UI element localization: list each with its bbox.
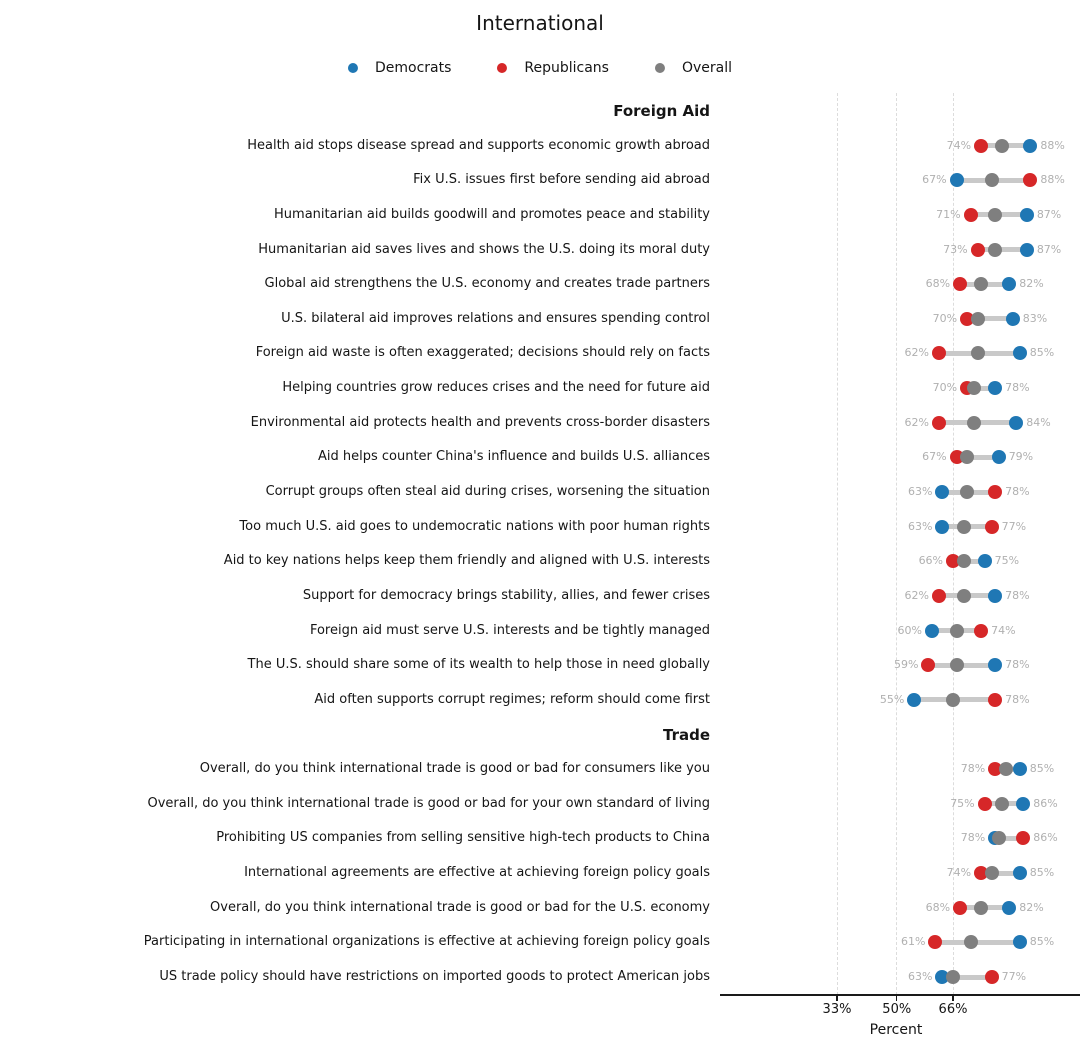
- x-axis-tick-label: 33%: [822, 1002, 852, 1017]
- row-label: Humanitarian aid builds goodwill and promotes peace and stability: [274, 206, 710, 222]
- x-axis-tick-label: 50%: [882, 1002, 912, 1017]
- min-value-label: 70%: [932, 381, 958, 395]
- max-value-label: 78%: [1005, 381, 1030, 395]
- min-value-label: 75%: [950, 796, 975, 810]
- row-label: Environmental aid protects health and prevents cross-border disasters: [250, 414, 710, 430]
- overall-dot: [974, 901, 988, 915]
- max-value-label: 85%: [1029, 935, 1055, 949]
- row-label: Overall, do you think international trade is good or bad for your own standard of living: [147, 795, 710, 811]
- republican-dot: [932, 416, 946, 430]
- overall-dot: [946, 693, 960, 707]
- min-value-label: 73%: [943, 242, 968, 256]
- max-value-label: 78%: [1005, 692, 1030, 706]
- max-value-label: 77%: [1001, 519, 1027, 533]
- row-label: Support for democracy brings stability, allies, and fewer crises: [302, 587, 710, 603]
- row-label: Global aid strengthens the U.S. economy and creates trade partners: [264, 276, 710, 292]
- overall-dot: [985, 173, 999, 187]
- democrat-dot: [992, 450, 1006, 464]
- min-value-label: 63%: [908, 519, 933, 533]
- max-value-label: 82%: [1019, 277, 1044, 291]
- republican-dot: [974, 624, 988, 638]
- min-value-label: 63%: [908, 970, 933, 983]
- max-value-label: 75%: [994, 554, 1020, 568]
- max-value-label: 87%: [1036, 242, 1062, 256]
- chart-title: International: [476, 11, 604, 35]
- row-label: U.S. bilateral aid improves relations and ensures spending control: [281, 310, 710, 326]
- democrat-dot: [925, 624, 939, 638]
- row-label: Aid helps counter China's influence and builds U.S. alliances: [317, 449, 710, 465]
- democrat-dot: [1020, 243, 1034, 257]
- max-value-label: 88%: [1040, 138, 1065, 152]
- legend-label-democrats: Democrats: [374, 60, 452, 76]
- row-label: Too much U.S. aid goes to undemocratic nations with poor human rights: [239, 518, 710, 534]
- min-value-label: 78%: [960, 831, 986, 845]
- overall-dot: [988, 243, 1002, 257]
- overall-dot: [967, 416, 981, 430]
- overall-dot: [988, 208, 1002, 222]
- max-value-label: 86%: [1033, 796, 1058, 810]
- legend-label-overall: Overall: [681, 60, 733, 76]
- max-value-label: 84%: [1026, 415, 1051, 429]
- max-value-label: 87%: [1036, 207, 1062, 221]
- max-value-label: 74%: [991, 623, 1016, 637]
- row-label: Fix U.S. issues first before sending aid abroad: [413, 172, 710, 188]
- min-value-label: 67%: [922, 173, 947, 187]
- x-axis-line: [720, 994, 1080, 996]
- democrat-dot: [1013, 866, 1027, 880]
- overall-dot: [946, 970, 960, 984]
- dumbbell-connector: [935, 940, 1019, 945]
- row-label: Health aid stops disease spread and supports economic growth abroad: [247, 137, 710, 153]
- overall-dot: [957, 554, 971, 568]
- min-value-label: 67%: [922, 450, 947, 464]
- min-value-label: 70%: [932, 311, 958, 325]
- min-value-label: 71%: [936, 207, 961, 221]
- max-value-label: 82%: [1019, 900, 1044, 914]
- section-header: Foreign Aid: [613, 102, 710, 120]
- overall-dot: [995, 797, 1009, 811]
- row-label: Aid often supports corrupt regimes; reform should come first: [314, 691, 710, 707]
- democrat-dot: [1013, 762, 1027, 776]
- min-value-label: 62%: [904, 346, 929, 360]
- row-label: Aid to key nations helps keep them friendly and aligned with U.S. interests: [223, 553, 710, 569]
- overall-dot: [950, 658, 964, 672]
- overall-dot: [985, 866, 999, 880]
- min-value-label: 60%: [897, 623, 922, 637]
- row-label: Helping countries grow reduces crises and the need for future aid: [282, 380, 710, 396]
- row-label: Participating in international organizations is effective at achieving foreign policy goals: [143, 934, 710, 950]
- republican-dot: [978, 797, 992, 811]
- min-value-label: 62%: [904, 588, 929, 602]
- row-label: Overall, do you think international trade is good or bad for the U.S. economy: [210, 899, 710, 915]
- min-value-label: 74%: [946, 138, 972, 152]
- overall-dot: [995, 139, 1009, 153]
- democrat-dot: [1006, 312, 1020, 326]
- overall-dot: [950, 624, 964, 638]
- row-label: The U.S. should share some of its wealth to help those in need globally: [247, 657, 710, 673]
- democrat-dot: [1002, 901, 1016, 915]
- democrat-dot: [1009, 416, 1023, 430]
- max-value-label: 78%: [1005, 485, 1030, 499]
- overall-dot: [964, 935, 978, 949]
- min-value-label: 55%: [879, 692, 905, 706]
- overall-dot: [957, 589, 971, 603]
- min-value-label: 74%: [946, 866, 972, 880]
- republican-dot: [964, 208, 978, 222]
- republican-dot: [988, 693, 1002, 707]
- min-value-label: 62%: [904, 415, 929, 429]
- row-label: Corrupt groups often steal aid during crises, worsening the situation: [265, 484, 710, 500]
- overall-dot: [957, 520, 971, 534]
- overall-dot: [971, 346, 985, 360]
- max-value-label: 88%: [1040, 173, 1065, 187]
- republican-dot: [985, 970, 999, 984]
- row-label: Foreign aid waste is often exaggerated; decisions should rely on facts: [255, 345, 710, 361]
- republican-dot: [932, 589, 946, 603]
- legend-label-republicans: Republicans: [524, 60, 609, 76]
- row-label: Prohibiting US companies from selling sensitive high-tech products to China: [216, 830, 710, 846]
- max-value-label: 79%: [1008, 450, 1034, 464]
- overall-dot: [999, 762, 1013, 776]
- row-label: US trade policy should have restrictions on imported goods to protect American jobs: [159, 969, 710, 984]
- republican-dot: [974, 139, 988, 153]
- max-value-label: 86%: [1033, 831, 1058, 845]
- republican-dot: [985, 520, 999, 534]
- max-value-label: 85%: [1029, 762, 1055, 776]
- max-value-label: 83%: [1022, 311, 1048, 325]
- overall-dot: [971, 312, 985, 326]
- overall-dot: [960, 485, 974, 499]
- min-value-label: 66%: [918, 554, 944, 568]
- democrat-dot: [950, 173, 964, 187]
- min-value-label: 68%: [925, 900, 951, 914]
- democrat-dot: [978, 554, 992, 568]
- row-label: Overall, do you think international trade is good or bad for consumers like you: [199, 761, 710, 777]
- max-value-label: 77%: [1001, 970, 1027, 983]
- min-value-label: 63%: [908, 485, 933, 499]
- max-value-label: 85%: [1029, 866, 1055, 880]
- democrat-dot: [1020, 208, 1034, 222]
- max-value-label: 85%: [1029, 346, 1055, 360]
- row-label: Humanitarian aid saves lives and shows the U.S. doing its moral duty: [258, 241, 710, 257]
- section-header: Trade: [662, 725, 710, 744]
- max-value-label: 78%: [1005, 658, 1030, 672]
- row-label: International agreements are effective at achieving foreign policy goals: [244, 865, 710, 881]
- min-value-label: 68%: [925, 277, 951, 291]
- min-value-label: 59%: [893, 658, 919, 672]
- x-axis-title: Percent: [869, 1022, 923, 1038]
- max-value-label: 78%: [1005, 588, 1030, 602]
- row-label: Foreign aid must serve U.S. interests and be tightly managed: [309, 622, 710, 638]
- republican-dot: [953, 901, 967, 915]
- democrat-dot: [1016, 797, 1030, 811]
- democrat-dot: [1023, 139, 1037, 153]
- republican-dot: [971, 243, 985, 257]
- min-value-label: 78%: [960, 762, 986, 776]
- min-value-label: 61%: [900, 935, 926, 949]
- x-axis-tick-label: 66%: [938, 1002, 968, 1017]
